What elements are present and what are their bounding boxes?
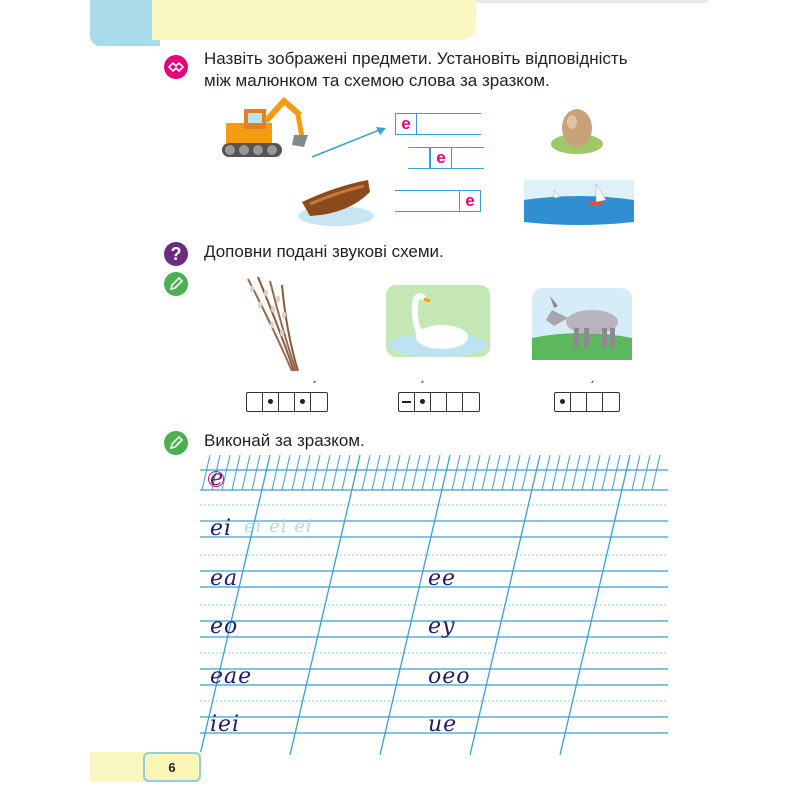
excavator-picture bbox=[214, 95, 314, 165]
sound-scheme-1 bbox=[246, 380, 330, 414]
egg-picture bbox=[548, 100, 606, 156]
accent-mark: ˊ bbox=[312, 378, 317, 394]
pencil-icon bbox=[164, 272, 188, 296]
word-scheme-2 bbox=[408, 147, 484, 171]
scheme-letter-e: е bbox=[430, 147, 452, 169]
left-word-1: еа bbox=[210, 566, 239, 591]
scheme-letter-e: е bbox=[395, 113, 417, 135]
left-word-2: ео bbox=[210, 614, 239, 639]
scheme-letter-e: е bbox=[459, 190, 481, 212]
task1-text: Назвіть зображені предмети. Установіть відповідність між малюнком та схемою слова за зразком. bbox=[204, 49, 628, 90]
match-arrow bbox=[310, 125, 390, 160]
sea-picture bbox=[524, 180, 634, 226]
handshake-icon bbox=[164, 55, 188, 79]
sample-word-row2: еі bbox=[210, 516, 233, 541]
task2-text: Доповни подані звукові схеми. bbox=[204, 242, 444, 261]
header-rule bbox=[476, 0, 708, 3]
right-word-4: ие bbox=[428, 712, 458, 737]
right-word-2: еу bbox=[428, 614, 456, 639]
accent-mark: ˊ bbox=[590, 378, 595, 394]
page-number: 6 bbox=[143, 752, 201, 782]
right-word-3: оео bbox=[428, 664, 471, 689]
left-word-4: іеі bbox=[210, 712, 241, 737]
word-scheme-1 bbox=[395, 113, 481, 137]
sound-scheme-2 bbox=[398, 380, 478, 414]
header-band-blue bbox=[90, 0, 160, 46]
pencil-icon bbox=[164, 431, 188, 455]
donkey-picture bbox=[532, 288, 632, 360]
swan-picture bbox=[386, 285, 490, 357]
accent-mark: ˊ bbox=[420, 378, 425, 394]
boat-picture bbox=[296, 176, 376, 228]
question-icon: ? bbox=[164, 242, 188, 266]
willow-picture bbox=[242, 275, 312, 375]
header-band-yellow bbox=[152, 0, 476, 40]
traced-word-row2: еі еі еі bbox=[244, 516, 313, 537]
left-word-3: еае bbox=[210, 664, 253, 689]
sample-letter-row1: е bbox=[210, 466, 225, 491]
start-circle-icon bbox=[208, 471, 224, 487]
copybook-grid bbox=[200, 455, 670, 755]
word-scheme-3 bbox=[395, 190, 481, 214]
sound-scheme-3 bbox=[554, 380, 624, 414]
right-word-1: ее bbox=[428, 566, 457, 591]
task3-text: Виконай за зразком. bbox=[204, 431, 365, 450]
